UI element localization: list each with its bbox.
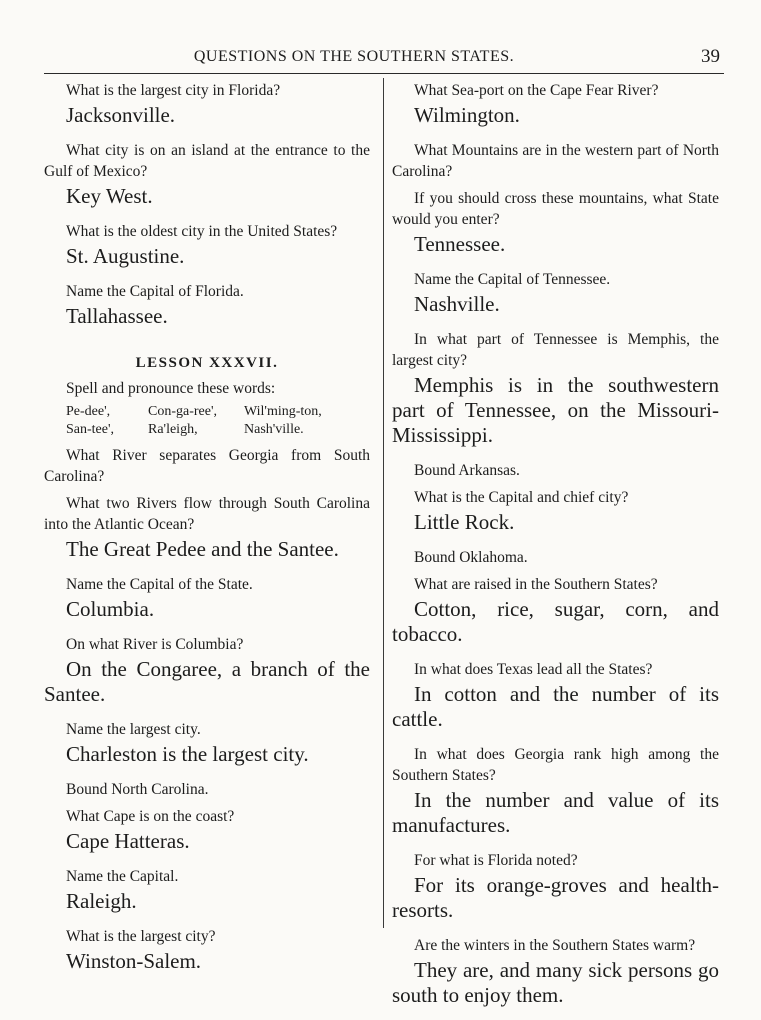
pronunciation-word: Wil'ming-ton, bbox=[244, 404, 322, 419]
answer: Cape Hatteras. bbox=[66, 829, 190, 853]
answer: On the Congaree, a branch of the Santee. bbox=[44, 657, 370, 706]
answer: Tallahassee. bbox=[66, 304, 168, 328]
question: What is the largest city in Florida? bbox=[66, 82, 281, 99]
question: Name the Capital of the State. bbox=[66, 576, 253, 593]
answer: Charleston is the largest city. bbox=[66, 742, 309, 766]
answer: Winston-Salem. bbox=[66, 949, 202, 973]
page-header bbox=[44, 40, 724, 74]
question: What River separates Georgia from South Carolina? bbox=[44, 447, 370, 485]
spell-intro: Spell and pronounce these words: bbox=[66, 380, 276, 397]
question: What Cape is on the coast? bbox=[66, 808, 235, 825]
question: Name the Capital of Florida. bbox=[66, 283, 244, 300]
question: For what is Florida noted? bbox=[414, 852, 578, 869]
question: Bound Arkansas. bbox=[414, 462, 520, 479]
answer: Raleigh. bbox=[66, 889, 137, 913]
running-head: QUESTIONS ON THE SOUTHERN STATES. bbox=[193, 48, 515, 65]
answer: Wilmington. bbox=[414, 103, 520, 127]
question: On what River is Columbia? bbox=[66, 636, 244, 653]
question: Bound North Carolina. bbox=[66, 781, 209, 798]
left-column bbox=[44, 80, 370, 986]
question: What is the largest city? bbox=[66, 928, 216, 945]
answer: Cotton, rice, sugar, corn, and tobacco. bbox=[392, 597, 719, 646]
question: What is the Capital and chief city? bbox=[414, 489, 629, 506]
answer: Key West. bbox=[66, 184, 153, 208]
answer: In cotton and the number of its cattle. bbox=[392, 682, 719, 731]
question: Name the Capital. bbox=[66, 868, 179, 885]
question: Name the Capital of Tennessee. bbox=[414, 271, 611, 288]
lesson-heading: LESSON XXXVII. bbox=[135, 355, 279, 371]
answer: For its orange-groves and health-resorts. bbox=[392, 873, 719, 922]
question: What are raised in the Southern States? bbox=[414, 576, 658, 593]
question: Bound Oklahoma. bbox=[414, 549, 528, 566]
answer: Memphis is in the southwestern part of Tennessee, on the Missouri-Mississippi. bbox=[392, 373, 719, 447]
page-number: 39 bbox=[701, 46, 720, 67]
pronunciation-word: San-tee', bbox=[66, 422, 115, 437]
question: What two Rivers flow through South Carolina into the Atlantic Ocean? bbox=[44, 495, 370, 533]
qa-group-right bbox=[392, 80, 719, 1008]
answer: St. Augustine. bbox=[66, 244, 185, 268]
pronunciation-word-list bbox=[66, 403, 370, 439]
question: What Sea-port on the Cape Fear River? bbox=[414, 82, 659, 99]
qa-group-before-lesson bbox=[44, 80, 370, 329]
pronunciation-word: Con-ga-ree', bbox=[148, 404, 217, 419]
question: Name the largest city. bbox=[66, 721, 201, 738]
question: Are the winters in the Southern States warm? bbox=[414, 937, 696, 954]
pronunciation-word: Nash'ville. bbox=[244, 422, 304, 437]
question: What Mountains are in the western part of North Carolina? bbox=[392, 142, 719, 180]
answer: Nashville. bbox=[414, 292, 500, 316]
answer: Jacksonville. bbox=[66, 103, 176, 127]
pronunciation-word: Pe-dee', bbox=[66, 404, 111, 419]
header-rule bbox=[44, 73, 724, 74]
question: In what part of Tennessee is Memphis, the largest city? bbox=[392, 331, 719, 369]
pronunciation-word: Ra'leigh, bbox=[148, 422, 198, 437]
question: In what does Georgia rank high among the Southern States? bbox=[392, 746, 719, 784]
question: If you should cross these mountains, what State would you enter? bbox=[392, 190, 719, 228]
question: What is the oldest city in the United States? bbox=[66, 223, 338, 240]
answer: Little Rock. bbox=[414, 510, 515, 534]
qa-group-after-lesson bbox=[44, 445, 370, 974]
answer: They are, and many sick persons go south to enjoy them. bbox=[392, 958, 719, 1007]
question: What city is on an island at the entrance to the Gulf of Mexico? bbox=[44, 142, 370, 180]
column-divider bbox=[383, 78, 384, 928]
question: In what does Texas lead all the States? bbox=[414, 661, 653, 678]
answer: In the number and value of its manufactures. bbox=[392, 788, 719, 837]
answer: Columbia. bbox=[66, 597, 155, 621]
answer: Tennessee. bbox=[414, 232, 506, 256]
answer: The Great Pedee and the Santee. bbox=[66, 537, 339, 561]
right-column bbox=[392, 80, 719, 1020]
